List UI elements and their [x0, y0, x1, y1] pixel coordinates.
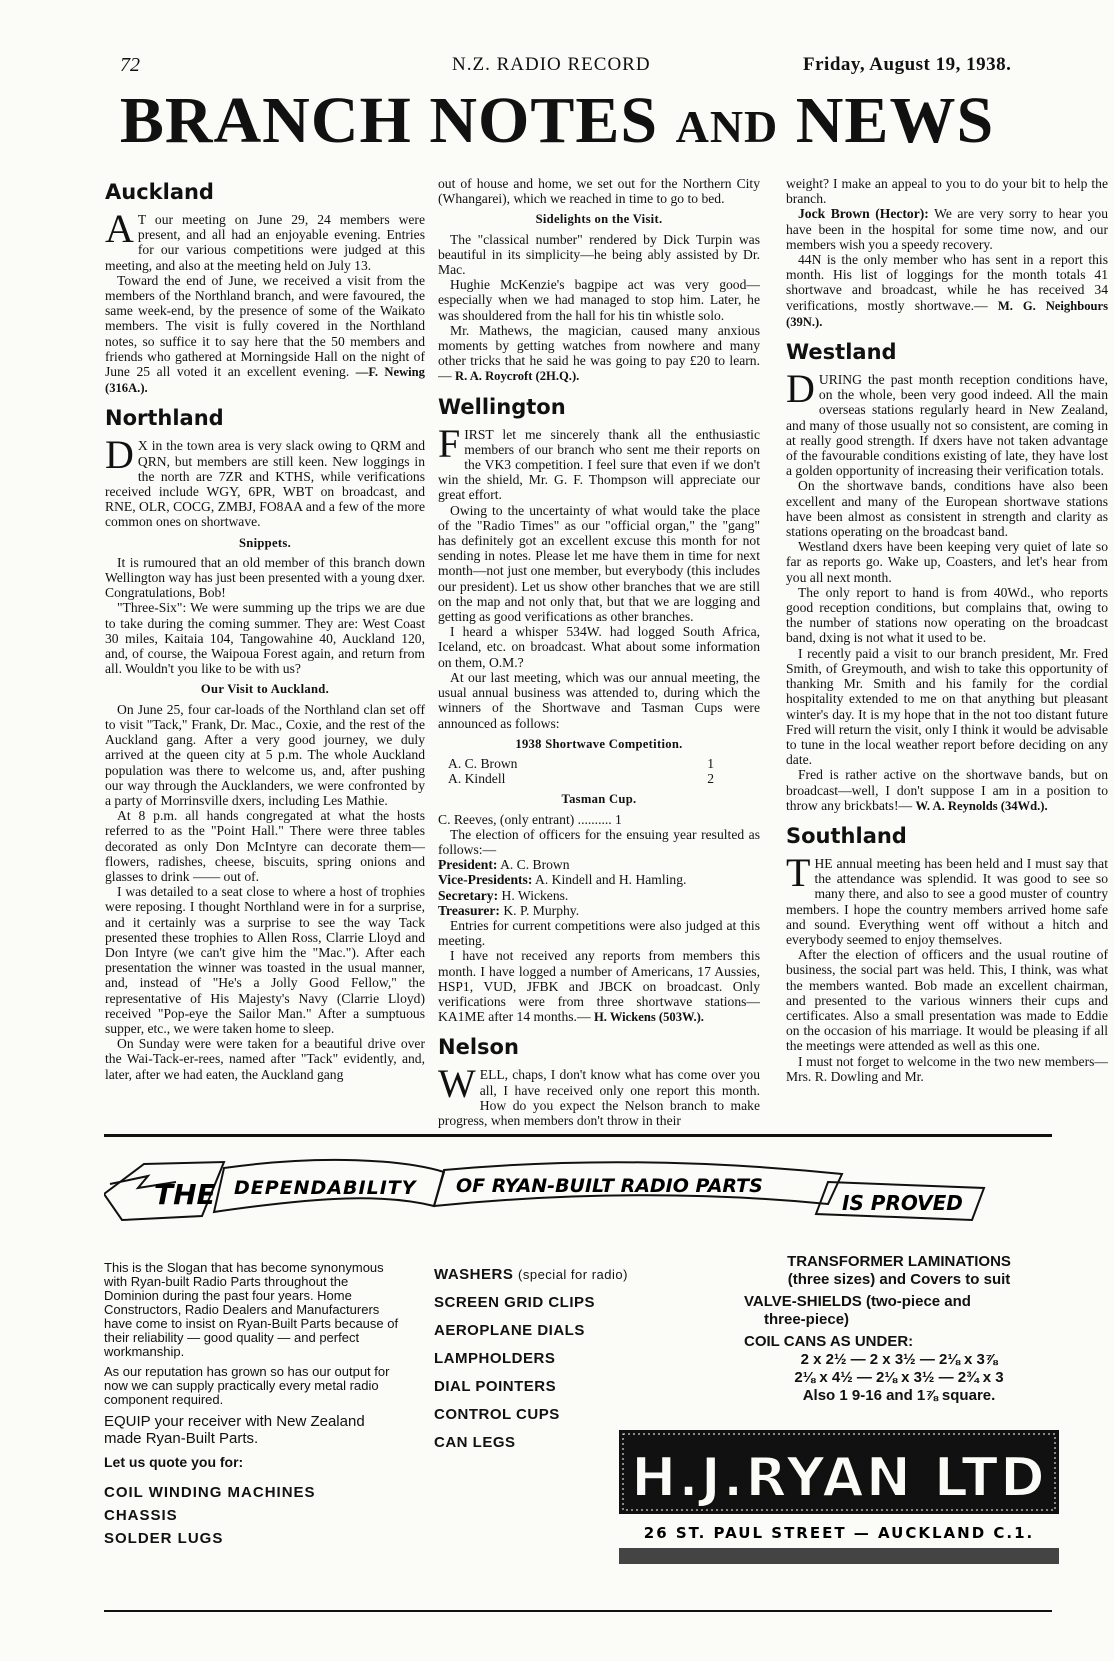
column-3 [786, 176, 1108, 1206]
section-title-southland: Southland [786, 823, 907, 848]
advert-product-list [434, 1261, 674, 1457]
wellington-para-6: Entries for current competitions were also judged at this meeting. [438, 917, 760, 949]
ryan-logo [619, 1430, 1059, 1575]
westland-para-4: The only report to hand is from 40Wd., who reports good reception conditions, but complains that, owing to the number of stations now operating on the broadcast band, dxing is not what it used to be. [786, 584, 1108, 646]
spec-line: 2 x 2½ — 2 x 3½ — 2⅛ x 3⅞ [800, 1351, 998, 1368]
northland-para-4: On June 25, four car-loads of the Northland clan set off to visit "Tack," Frank, Dr. Mac., Coxie, and the rest of the Auckland gang. After a very good journey, we duly arrived at the queen city at 5 p.m. The whole Auckland population was there to welcome us, and, after pushing our way through the Aucklanders, we were confronted by a party of Morrinsville dxers, including Les Mathie. [105, 701, 425, 808]
officer-secretary: Secretary: H. Wickens. [438, 887, 569, 903]
northland-para-5: At 8 p.m. all hands congregated at what the hosts referred to as the "Point Hall." There were three tables decorated as only Don McIntyre can decorate them—flowers, radishes, cheese, biscuits, spring onions and glasses to drink —— out of. [105, 808, 425, 884]
logo-wordmark: H.J.RYAN LTD [631, 1446, 1047, 1509]
list-item: COIL WINDING MACHINES [104, 1484, 316, 1501]
dropcap: F [438, 420, 461, 466]
column-1 [105, 176, 425, 1206]
title-word-news: NEWS [795, 84, 995, 157]
section-title-northland: Northland [105, 406, 224, 431]
subhead-visit: Our Visit to Auckland. [200, 682, 330, 697]
title-word-branch: BRANCH [119, 84, 412, 157]
magazine-title: N.Z. RADIO RECORD [452, 54, 651, 75]
subhead-shortwave-competition: 1938 Shortwave Competition. [515, 736, 683, 751]
slogan-the: THE [154, 1178, 216, 1211]
ryan-advertisement [104, 1146, 1052, 1576]
section-title-nelson: Nelson [438, 1035, 519, 1060]
officer-treasurer: Treasurer: K. P. Murphy. [438, 902, 580, 918]
northland-para-2: It is rumoured that an old member of this branch down Wellington way has just been presented with a young dxer. Congratulations, Bob! [105, 554, 425, 601]
list-item: LAMPHOLDERS [434, 1350, 556, 1367]
signature: H. Wickens (503W.). [593, 1010, 704, 1025]
advert-para-2: As our reputation has grown so has our output for now we can supply practically every metal radio component required. [104, 1364, 390, 1407]
col2-para-2: Hughie McKenzie's bagpipe act was very good—especially when we had managed to stop him. Later, he was shouldered from the hall for his tin whistle solo. [438, 277, 760, 323]
col2-para-1: The "classical number" rendered by Dick Turpin was beautiful in its simplicity—he being ably assisted by Dr. Mac. [438, 231, 760, 278]
advert-specs [744, 1253, 1054, 1405]
auckland-para-2: Toward the end of June, we received a visit from the members of the Northland branch, and were favoured, the same week-end, by the presence of some of the Waikato members. The visit is fully covered in the Northland notes, so suffice it to say here that the 50 members and friends who gathered at Morningside Hall on the night of June 25 all voted it an excellent evening. —F. Newing (316A.). [105, 272, 425, 396]
spec-line: Also 1 9-16 and 1⅞ square. [802, 1387, 996, 1404]
dropcap: D [786, 366, 815, 412]
results-table [448, 756, 760, 786]
section-title-wellington: Wellington [438, 394, 566, 419]
advert-copy [104, 1261, 404, 1550]
dropcap: T [786, 849, 811, 895]
page-number: 72 [120, 54, 140, 76]
northland-para-1: D X in the town area is very slack owing to QRM and QRN, but members are still keen. New loggings in the north are 7ZR and KTHS, while verifications received include WGY, 6PR, WBT on broadcast, and RNE, OLR, COCG, ZMBJ, FO8AA and a few of the more common ones on shortwave. [105, 432, 425, 530]
wellington-para-5: The election of officers for the ensuing year resulted as follows:— [438, 826, 760, 857]
wellington-para-3: I heard a whisper 534W. had logged South Africa, Iceland, etc. on broadcast. What about some information on them, O.M.? [438, 624, 760, 670]
spec-line: COIL CANS AS UNDER: [744, 1333, 914, 1350]
southland-para-2: After the election of officers and the usual routine of business, the social part was held. This, I think, was what the members wanted. Bob made an excellent chairman, and presented to the various winners their cups and certificates. Also a small presentation was made to Eddie on the occasion of his marriage. It would be pleasing if all the meetings were attended as well as this one. [786, 947, 1108, 1054]
westland-para-5: I recently paid a visit to our branch president, Mr. Fred Smith, of Greymouth, and wish to take this opportunity of thanking Mr. Smith and his family for the cordial hospitality extended to me on that anything but pleasant winter's day. It is my hope that in the not too distant future Fred will return the visit, only I think it would be advisable to tune in the local weather report before deciding on any date. [786, 645, 1108, 768]
slogan-is-proved: IS PROVED [842, 1191, 963, 1215]
list-item: SCREEN GRID CLIPS [434, 1294, 596, 1311]
advert-para-1: This is the Slogan that has become synonymous with Ryan-built Radio Parts throughout the Dominion during the past four years. Home Constructors, Radio Dealers and Manufacturers have come to insist on Ryan-Built Parts because of their reliability — good quality — and perfect workmanship. [104, 1260, 399, 1359]
divider [104, 1610, 1052, 1612]
list-item: CHASSIS [104, 1507, 178, 1524]
signature: R. A. Roycroft (2H.Q.). [455, 369, 580, 384]
section-title-westland: Westland [786, 340, 897, 365]
northland-para-7: On Sunday were were taken for a beautiful drive over the Wai-Tack-er-rees, named after "Tack" evidently, and, later, after we had eaten, the Auckland gang [105, 1036, 425, 1082]
dropcap: A [105, 206, 134, 251]
subhead-snippets: Snippets. [238, 535, 292, 550]
spec-line: VALVE-SHIELDS (two-piece and [744, 1293, 971, 1310]
signature: —F. Newing (316A.). [105, 365, 425, 396]
auckland-para-1: A T our meeting on June 29, 24 members were present, and all had an enjoyable evening. Entries for our various competitions were judged at this meeting, and also at the meeting held on July 13. [105, 206, 425, 273]
title-word-notes: NOTES [429, 84, 659, 157]
spec-line: TRANSFORMER LAMINATIONS [787, 1253, 1011, 1270]
southland-para-1: THE annual meeting has been held and I must say that the attendance was splendid. It was good to see so many there, and also to see a good muster of country members. I hope the country members arrived home safe and sound. Everything went off without a hitch and everybody seemed to enjoy themselves. [786, 849, 1108, 947]
col3-para-jock: Jock Brown (Hector): We are very sorry to hear you have been in the hospital for some time now, and our members wish you a speedy recovery. [786, 206, 1108, 252]
westland-para-3: Westland dxers have been keeping very quiet of late so far as reports go. Wake up, Coasters, and let's hear from you all next month. [786, 539, 1108, 585]
subhead-sidelights: Sidelights on the Visit. [535, 212, 663, 227]
signature: W. A. Reynolds (34Wd.). [915, 798, 1048, 813]
list-item: AEROPLANE DIALS [434, 1322, 585, 1339]
westland-para-2: On the shortwave bands, conditions have also been excellent and many of the European shortwave stations have been almost as consistent in strength and clarity as stations operating on the broadcast band. [786, 478, 1108, 540]
officer-vice-presidents: Vice-Presidents: A. Kindell and H. Hamling. [438, 872, 687, 888]
divider [104, 1134, 1052, 1137]
wellington-para-2: Owing to the uncertainty of what would take the place of the "Radio Times" as our "official organ," the "gang" has definitely got an excellent excuse this month for not sending in notes. Please let me have them in time for next month—not just one member, but everybody (this includes our president). Let us show other branches that we are still on the map and not only that, but that we are logging and getting as good verifications as other branches. [438, 502, 760, 625]
advert-equip: EQUIP your receiver with New Zealand made Ryan-Built Parts. [104, 1413, 365, 1447]
advert-address: 26 ST. PAUL STREET — AUCKLAND C.1. [643, 1524, 1035, 1542]
page-title [0, 84, 1114, 157]
issue-date: Friday, August 19, 1938. [803, 54, 1012, 75]
spec-line: (three sizes) and Covers to suit [787, 1271, 1011, 1288]
southland-para-3: I must not forget to welcome in the two new members—Mrs. R. Dowling and Mr. [786, 1053, 1108, 1084]
table-row: A. Kindell 2 [448, 771, 714, 787]
signature: M. G. Neighbours (39N.). [786, 298, 1108, 329]
westland-para-6: Fred is rather active on the shortwave bands, but on broadcast—well, I don't suppose I am in a position to throw any brickbats!— W. A. Reynolds (34Wd.). [786, 767, 1108, 813]
col3-continuation: weight? I make an appeal to you to do your bit to help the branch. [786, 176, 1108, 207]
running-head [0, 50, 1114, 80]
tasman-result: C. Reeves, (only entrant) .......... 1 [438, 811, 622, 827]
dropcap: W [438, 1061, 476, 1107]
spec-line: 2⅛ x 4½ — 2⅛ x 3½ — 2¾ x 3 [794, 1369, 1004, 1386]
northland-para-6: I was detailed to a seat close to where a host of trophies were reposing. I thought Northland were in for a surprise, and it certainly was a surprise to see the way Tack presented these trophies to Allen Ross, Clarrie Lloyd and Don Intyre (we can't give him the "Mac."). After each presentation the winner was toasted in the usual manner, and, instead of "He's a Jolly Good Fellow," the representative of His Majesty's Navy (Clarrie Lloyd) received "Pop-eye the Sailor Man." After a sumptuous supper, etc., we were taken home to sleep. [105, 884, 425, 1036]
dropcap: D [105, 432, 134, 478]
table-row: A. C. Brown 1 [448, 755, 714, 771]
col2-para-3: Mr. Mathews, the magician, caused many anxious moments by getting watches from nowhere and many other tricks that he said he was going to pay £20 to learn.— R. A. Roycroft (2H.Q.). [438, 322, 760, 384]
list-item: CAN LEGS [434, 1434, 516, 1451]
northland-para-3: "Three-Six": We were summing up the trips we are due to take during the coming summer. They are: West Coast 30 miles, Kaitaia 104, Tangowahine 40, Auckland 120, and, of course, the Waipoua Forest again, and return from all. Wouldn't you like to be with us? [105, 600, 425, 677]
westland-para-1: DURING the past month reception conditions have, on the whole, been very good indeed. All the main overseas stations regularly heard in New Zealand, and many of those usually not so consistent, are coming in at really good strength. If dxers have not taken advantage of the favourable conditions existing of late, they have lost a golden opportunity of increasing their verification totals. [786, 366, 1108, 479]
list-item: SOLDER LUGS [104, 1530, 224, 1547]
advert-quote: Let us quote you for: [104, 1454, 244, 1470]
section-title-auckland: Auckland [105, 180, 214, 204]
officer-president: President: A. C. Brown [438, 857, 570, 873]
wellington-para-1: FIRST let me sincerely thank all the enthusiastic members of our branch who sent me their reports on the VK3 competition. I feel sure that even if we don't win the shield, Mr. G. F. Thompson will appreciate our great effort. [438, 420, 760, 503]
wellington-para-4: At our last meeting, which was our annual meeting, the usual annual business was attended to, during which the winners of the Shortwave and Tasman Cups were announced as follows: [438, 669, 760, 731]
slogan-dependability: DEPENDABILITY [234, 1177, 417, 1199]
col2-continuation: out of house and home, we set out for the Northern City (Whangarei), which we reached in time to go to bed. [438, 176, 760, 207]
list-item: DIAL POINTERS [434, 1378, 557, 1395]
subhead-tasman-cup: Tasman Cup. [561, 792, 637, 807]
column-2 [438, 176, 760, 1206]
slogan-banner [104, 1154, 1052, 1234]
title-word-and: AND [675, 101, 779, 152]
nelson-para-1: WELL, chaps, I don't know what has come over you all, I have received only one report this month. How do you expect the Nelson branch to make progress, when members don't throw in their [438, 1061, 760, 1128]
list-item: CONTROL CUPS [434, 1406, 560, 1423]
col3-para-2: 44N is the only member who has sent in a report this month. His list of loggings for the month totals 41 shortwave and broadcast, while he has received 34 verifications, mostly shortwave.— M. G. Neighbours (39N.). [786, 252, 1108, 329]
slogan-ryan-built: OF RYAN-BUILT RADIO PARTS [456, 1175, 763, 1197]
list-item: WASHERS (special for radio) [434, 1266, 628, 1283]
wellington-para-7: I have not received any reports from members this month. I have logged a number of Americans, 17 Aussies, HSP1, VUD, JFBK and JBCK on broadcast. Only verifications were from three shortwave stations—KA1ME after 14 months.— H. Wickens (503W.). [438, 948, 760, 1025]
spec-line: three-piece) [764, 1311, 850, 1328]
